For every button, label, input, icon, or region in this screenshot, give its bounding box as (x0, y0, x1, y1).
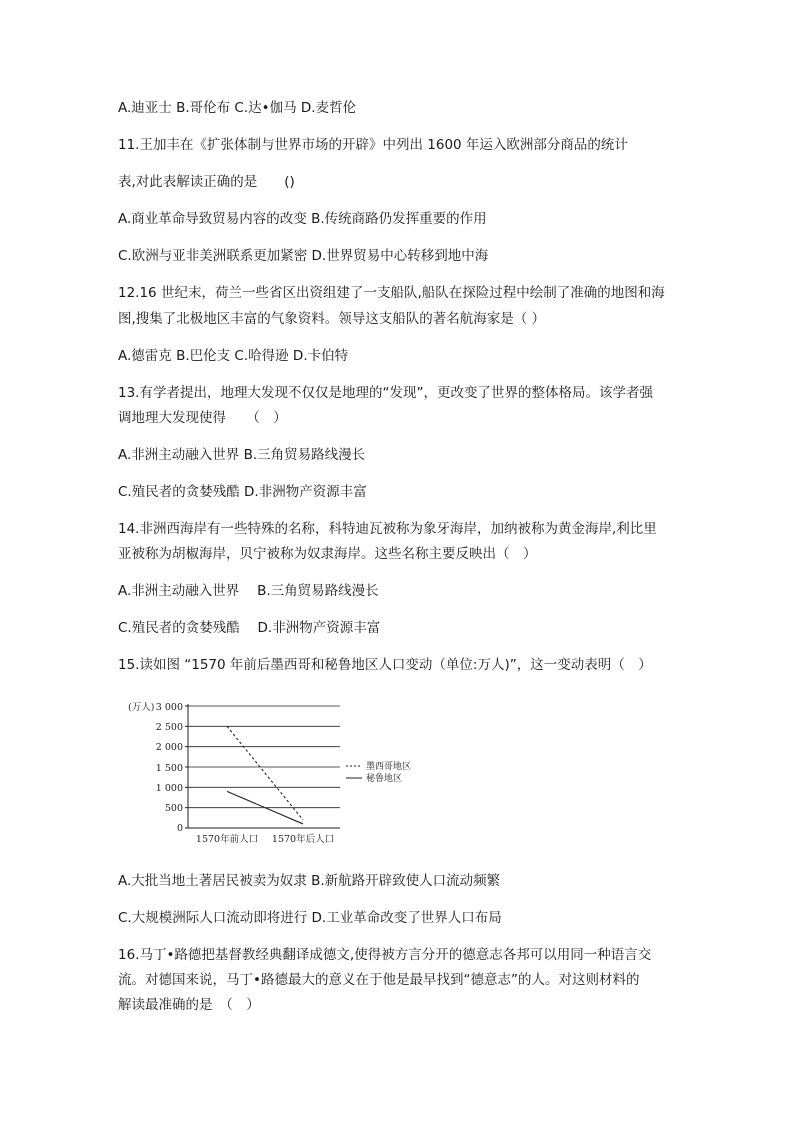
q16-stem-line-2: 流。对德国来说，马丁•路德最大的意义在于他是最早找到“德意志”的人。对这则材料的 (118, 972, 640, 988)
y-tick-label: 1 500 (155, 763, 183, 774)
y-tick-label: 1 000 (155, 783, 183, 794)
y-tick-label: 3 000 (155, 702, 183, 713)
y-tick-label: 2 500 (155, 722, 183, 733)
x-tick-label: 1570年前人口 (195, 834, 259, 845)
q14-options-cd: C.殖民者的贪婪残酷 D.非洲物产资源丰富 (118, 620, 381, 636)
q14-stem-line-1: 14.非洲西海岸有一些特殊的名称，科特迪瓦被称为象牙海岸，加纳被称为黄金海岸,利比里 (118, 521, 657, 537)
q10-options: A.迪亚士 B.哥伦布 C.达•伽马 D.麦哲伦 (118, 100, 357, 116)
q11-options-ab: A.商业革命导致贸易内容的改变 B.传统商路仍发挥重要的作用 (118, 211, 487, 227)
series-lines (227, 726, 303, 824)
q13-stem-line-1: 13.有学者提出，地理大发现不仅仅是地理的“发现”，更改变了世界的整体格局。该学者强 (118, 385, 653, 401)
q12-stem-line-2: 图,搜集了北极地区丰富的气象资料。领导这支船队的著名航海家是（ ） (118, 311, 546, 327)
q14-options-ab: A.非洲主动融入世界 B.三角贸易路线漫长 (118, 583, 379, 599)
y-tick-label: 0 (176, 823, 183, 834)
q16-stem-line-1: 16.马丁•路德把基督教经典翻译成德文,使得被方言分开的德意志各邦可以用同一种语言交 (118, 947, 652, 963)
q16-stem-line-3: 解读最准确的是 （ ） (118, 997, 260, 1013)
gridlines (188, 706, 340, 828)
population-chart (118, 696, 412, 848)
series-line-mexico (227, 726, 303, 820)
q11-stem-line-2: 表,对此表解读正确的是 () (118, 174, 295, 190)
x-tick-label: 1570年后人口 (271, 834, 335, 845)
y-tick-label: 500 (164, 803, 183, 814)
q14-stem-line-2: 亚被称为胡椒海岸，贝宁被称为奴隶海岸。这些名称主要反映出（ ） (118, 546, 537, 562)
q15-stem: 15.读如图 “1570 年前后墨西哥和秘鲁地区人口变动（单位:万人)”，这一变动表明（ ） (118, 657, 652, 673)
q12-options: A.德雷克 B.巴伦支 C.哈得逊 D.卡伯特 (118, 348, 349, 364)
y-tick-label: 2 000 (155, 742, 183, 753)
q13-options-cd: C.殖民者的贪婪残酷 D.非洲物产资源丰富 (118, 484, 367, 500)
q15-options-ab: A.大批当地土著居民被卖为奴隶 B.新航路开辟致使人口流动频繁 (118, 873, 501, 889)
q11-stem-line-1: 11.王加丰在《扩张体制与世界市场的开辟》中列出 1600 年运入欧洲部分商品的统计 (118, 137, 628, 153)
y-axis-unit-label: (万人) (128, 702, 155, 713)
legend-label-mexico: 墨西哥地区 (366, 762, 412, 772)
q13-options-ab: A.非洲主动融入世界 B.三角贸易路线漫长 (118, 447, 366, 463)
q11-options-cd: C.欧洲与亚非美洲联系更加紧密 D.世界贸易中心转移到地中海 (118, 248, 489, 264)
q12-stem-line-1: 12.16 世纪末，荷兰一些省区出资组建了一支船队,船队在探险过程中绘制了准确的地图和海 (118, 285, 665, 301)
legend-label-peru: 秘鲁地区 (366, 774, 403, 784)
q15-options-cd: C.大规模洲际人口流动即将进行 D.工业革命改变了世界人口布局 (118, 910, 502, 926)
q13-stem-line-2: 调地理大发现使得 （ ） (118, 410, 287, 426)
